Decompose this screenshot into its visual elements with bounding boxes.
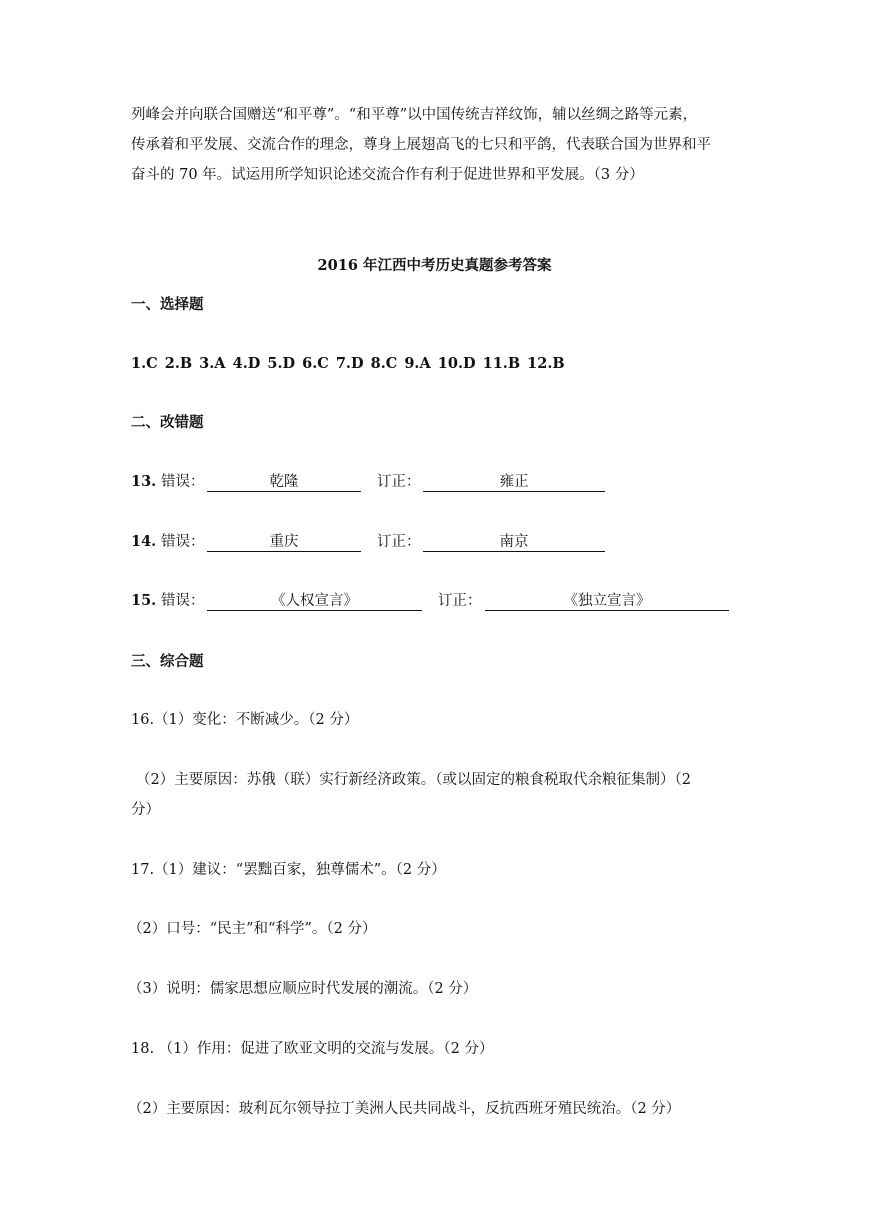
fix-label: 订正： bbox=[377, 534, 421, 550]
answer-17-2: （2）口号：“民主”和“科学”。（2 分） bbox=[128, 921, 377, 937]
intro-line-1: 列峰会并向联合国赠送“和平尊”。“和平尊”以中国传统吉祥纹饰，辅以丝绸之路等元素， bbox=[131, 107, 698, 123]
error-label: 错误： bbox=[161, 474, 205, 490]
fix-label: 订正： bbox=[438, 593, 482, 609]
error-answer: 《人权宣言》 bbox=[207, 591, 422, 611]
error-label: 错误： bbox=[161, 534, 205, 550]
choice-answers: 1.C 2.B 3.A 4.D 5.D 6.C 7.D 8.C 9.A 10.D 11.B 12.B bbox=[131, 355, 565, 372]
error-answer: 乾隆 bbox=[207, 472, 361, 492]
answer-16-2-cont: 分） bbox=[131, 802, 160, 818]
correction-row-15 bbox=[131, 591, 751, 611]
error-label: 错误： bbox=[161, 593, 205, 609]
section3-heading: 三、综合题 bbox=[131, 653, 204, 670]
fix-answer: 雍正 bbox=[423, 472, 605, 492]
answer-title: 2016 年江西中考历史真题参考答案 bbox=[317, 257, 552, 274]
section1-heading: 一、选择题 bbox=[131, 296, 204, 313]
intro-line-3: 奋斗的 70 年。试运用所学知识论述交流合作有利于促进世界和平发展。（3 分） bbox=[131, 167, 644, 183]
fix-answer: 南京 bbox=[423, 532, 605, 552]
answer-16-1: 16.（1）变化：不断减少。（2 分） bbox=[131, 712, 359, 728]
fix-answer: 《独立宣言》 bbox=[485, 591, 729, 611]
correction-row-13 bbox=[131, 472, 631, 492]
item-number: 13. bbox=[131, 473, 157, 490]
error-answer: 重庆 bbox=[207, 532, 361, 552]
answer-17-1: 17.（1）建议：“罢黜百家，独尊儒术”。（2 分） bbox=[131, 862, 446, 878]
section2-heading: 二、改错题 bbox=[131, 414, 204, 431]
item-number: 14. bbox=[131, 533, 157, 550]
item-number: 15. bbox=[131, 592, 157, 609]
answer-16-2: （2）主要原因：苏俄（联）实行新经济政策。（或以固定的粮食税取代余粮征集制）（2 bbox=[136, 772, 691, 788]
answer-18-1: 18. （1）作用：促进了欧亚文明的交流与发展。（2 分） bbox=[131, 1041, 494, 1057]
correction-row-14 bbox=[131, 532, 631, 552]
fix-label: 订正： bbox=[377, 474, 421, 490]
answer-18-2: （2）主要原因：玻利瓦尔领导拉丁美洲人民共同战斗，反抗西班牙殖民统治。（2 分） bbox=[128, 1101, 681, 1117]
answer-17-3: （3）说明：儒家思想应顺应时代发展的潮流。（2 分） bbox=[128, 981, 478, 997]
intro-line-2: 传承着和平发展、交流合作的理念，尊身上展翅高飞的七只和平鸽，代表联合国为世界和平 bbox=[131, 137, 711, 153]
